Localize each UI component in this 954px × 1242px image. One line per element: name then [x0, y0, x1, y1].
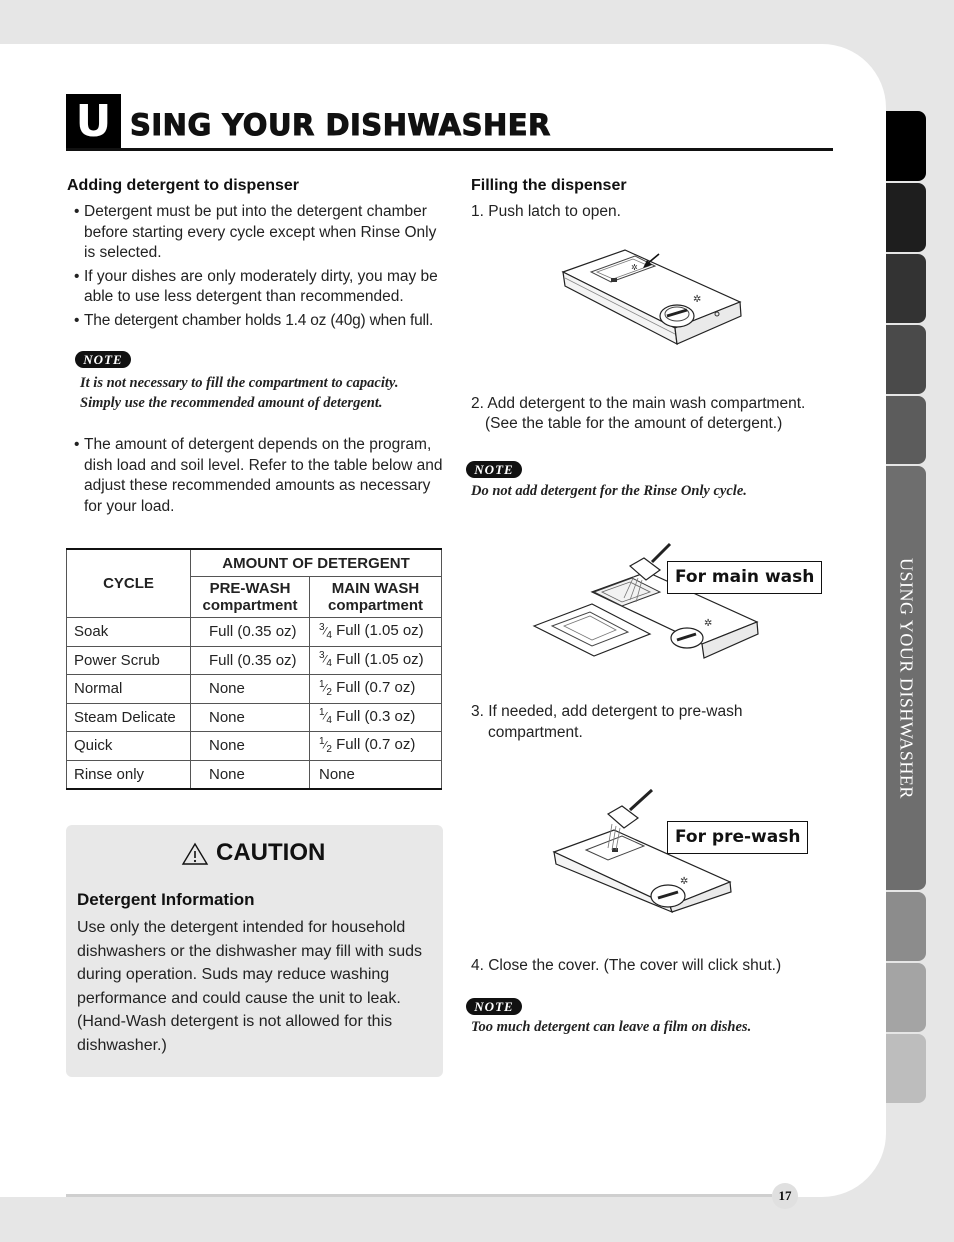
table-row — [67, 703, 442, 732]
th-prewash: PRE-WASH compartment — [191, 577, 310, 618]
warning-triangle-icon — [181, 842, 209, 866]
fraction-denominator: 4 — [326, 714, 332, 726]
label-for-main-wash: For main wash — [667, 561, 822, 594]
cell-prewash: None — [191, 760, 310, 789]
bullet-2: • If your dishes are only moderately dirty, you may be able to use less detergent than recommended. — [68, 267, 444, 308]
cell-mainwash — [310, 646, 442, 675]
mainwash-amount: Full (0.3 oz) — [336, 707, 416, 725]
fraction: $^3⁄_4$ — [319, 650, 332, 669]
cell-cycle: Soak — [67, 618, 191, 647]
cell-prewash: Full (0.35 oz) — [191, 646, 310, 675]
cell-prewash: None — [191, 732, 310, 761]
th-mainwash: MAIN WASH compartment — [310, 577, 442, 618]
svg-text:✲: ✲ — [680, 876, 689, 887]
mainwash-amount: Full (1.05 oz) — [336, 622, 424, 640]
fraction-denominator: 2 — [326, 743, 332, 755]
mainwash-amount: None — [319, 765, 355, 783]
side-tab-8[interactable] — [886, 963, 926, 1032]
step-2-line-2: (See the table for the amount of detergent.) — [485, 415, 783, 432]
cell-cycle: Quick — [67, 732, 191, 761]
fraction-denominator: 4 — [326, 657, 332, 669]
cell-cycle: Steam Delicate — [67, 703, 191, 732]
note-badge-right-2: NOTE — [466, 998, 522, 1015]
table-row — [67, 732, 442, 761]
cell-prewash: Full (0.35 oz) — [191, 618, 310, 647]
step-4: 4. Close the cover. (The cover will click shut.) — [471, 957, 782, 974]
step-1: 1. Push latch to open. — [471, 203, 621, 220]
fraction-denominator: 2 — [326, 686, 332, 698]
side-tab-4[interactable] — [886, 325, 926, 394]
bullet-4: • The amount of detergent depends on the program, dish load and soil level. Refer to the table below and adjust these recommended amounts as necessary for your load. — [68, 435, 444, 517]
th-cycle: CYCLE — [67, 549, 191, 618]
bullet-1: • Detergent must be put into the detergent chamber before starting every cycle except when Rinse Only is selected. — [68, 202, 444, 264]
th-amount: AMOUNT OF DETERGENT — [191, 549, 442, 577]
cell-mainwash — [310, 760, 442, 789]
side-tab-1[interactable] — [886, 111, 926, 181]
label-for-pre-wash: For pre-wash — [667, 821, 808, 854]
note-badge-right-1: NOTE — [466, 461, 522, 478]
svg-text:✲: ✲ — [704, 618, 713, 629]
fraction: $^1⁄_2$ — [319, 678, 332, 698]
caution-title: CAUTION — [216, 839, 326, 866]
caution-box — [66, 825, 443, 1077]
title-text: SING YOUR DISHWASHER — [130, 108, 551, 142]
fraction-numerator: 1 — [319, 707, 325, 718]
cell-mainwash — [310, 703, 442, 732]
cell-cycle: Normal — [67, 675, 191, 704]
fraction: $^3⁄_4$ — [319, 621, 332, 641]
step-3-line-1: 3. If needed, add detergent to pre-wash — [471, 703, 743, 720]
left-bullet-4-wrap — [68, 435, 444, 517]
step-3-line-2: compartment. — [488, 724, 583, 741]
mainwash-amount: Full (0.7 oz) — [336, 679, 416, 697]
step-2-line-1: 2. Add detergent to the main wash compartment. — [471, 395, 806, 412]
cell-prewash: None — [191, 675, 310, 704]
bullet-3: • The detergent chamber holds 1.4 oz (40g) when full. — [68, 311, 444, 332]
caution-body: Use only the detergent intended for household dishwashers or the dishwasher may fill with suds during operation. Suds may reduce washing performance and could cause the unit to leak. (Hand-Wash detergent is not allowed for this dishwasher.) — [77, 919, 423, 1054]
dispenser-main-wash-illustration — [532, 534, 762, 664]
cell-mainwash — [310, 675, 442, 704]
caution-subheading: Detergent Information — [77, 890, 255, 909]
side-tab-3[interactable] — [886, 254, 926, 323]
table-row — [67, 646, 442, 675]
left-bullets — [68, 202, 444, 331]
left-heading: Adding detergent to dispenser — [67, 177, 300, 194]
note-badge-left: NOTE — [75, 351, 131, 368]
mainwash-amount: Full (0.7 oz) — [336, 736, 416, 754]
page-number: 17 — [772, 1183, 798, 1209]
detergent-table — [66, 548, 442, 790]
side-tab-label: USING YOUR DISHWASHER — [896, 557, 917, 799]
fraction-numerator: 1 — [319, 678, 325, 690]
fraction: $^1⁄_4$ — [319, 707, 332, 726]
svg-text:✲: ✲ — [693, 294, 702, 305]
fraction: $^1⁄_2$ — [319, 735, 332, 755]
fraction-numerator: 1 — [319, 735, 325, 747]
dispenser-closed-illustration — [555, 244, 745, 354]
note-text-left: It is not necessary to fill the compartment to capacity. Simply use the recommended amount of detergent. — [80, 375, 399, 411]
fraction-denominator: 4 — [326, 629, 332, 641]
side-tab-2[interactable] — [886, 183, 926, 252]
footer-rule — [66, 1194, 772, 1197]
cell-cycle: Power Scrub — [67, 646, 191, 675]
svg-text:✲: ✲ — [631, 263, 638, 272]
note-text-right-1: Do not add detergent for the Rinse Only cycle. — [471, 483, 747, 499]
title-rule — [66, 148, 833, 151]
page-title — [66, 94, 833, 152]
side-tab-9[interactable] — [886, 1034, 926, 1103]
fraction-numerator: 3 — [319, 621, 325, 633]
fraction-numerator: 3 — [319, 650, 325, 661]
cell-cycle: Rinse only — [67, 760, 191, 789]
cell-prewash: None — [191, 703, 310, 732]
table-row — [67, 760, 442, 789]
side-tab-7[interactable] — [886, 892, 926, 961]
side-tab-5[interactable] — [886, 396, 926, 464]
mainwash-amount: Full (1.05 oz) — [336, 650, 424, 668]
table-row — [67, 675, 442, 704]
note-text-right-2: Too much detergent can leave a film on dishes. — [471, 1019, 752, 1035]
right-heading: Filling the dispenser — [471, 177, 627, 194]
cell-mainwash — [310, 618, 442, 647]
table-row — [67, 618, 442, 647]
title-initial: U — [66, 94, 121, 149]
cell-mainwash — [310, 732, 442, 761]
